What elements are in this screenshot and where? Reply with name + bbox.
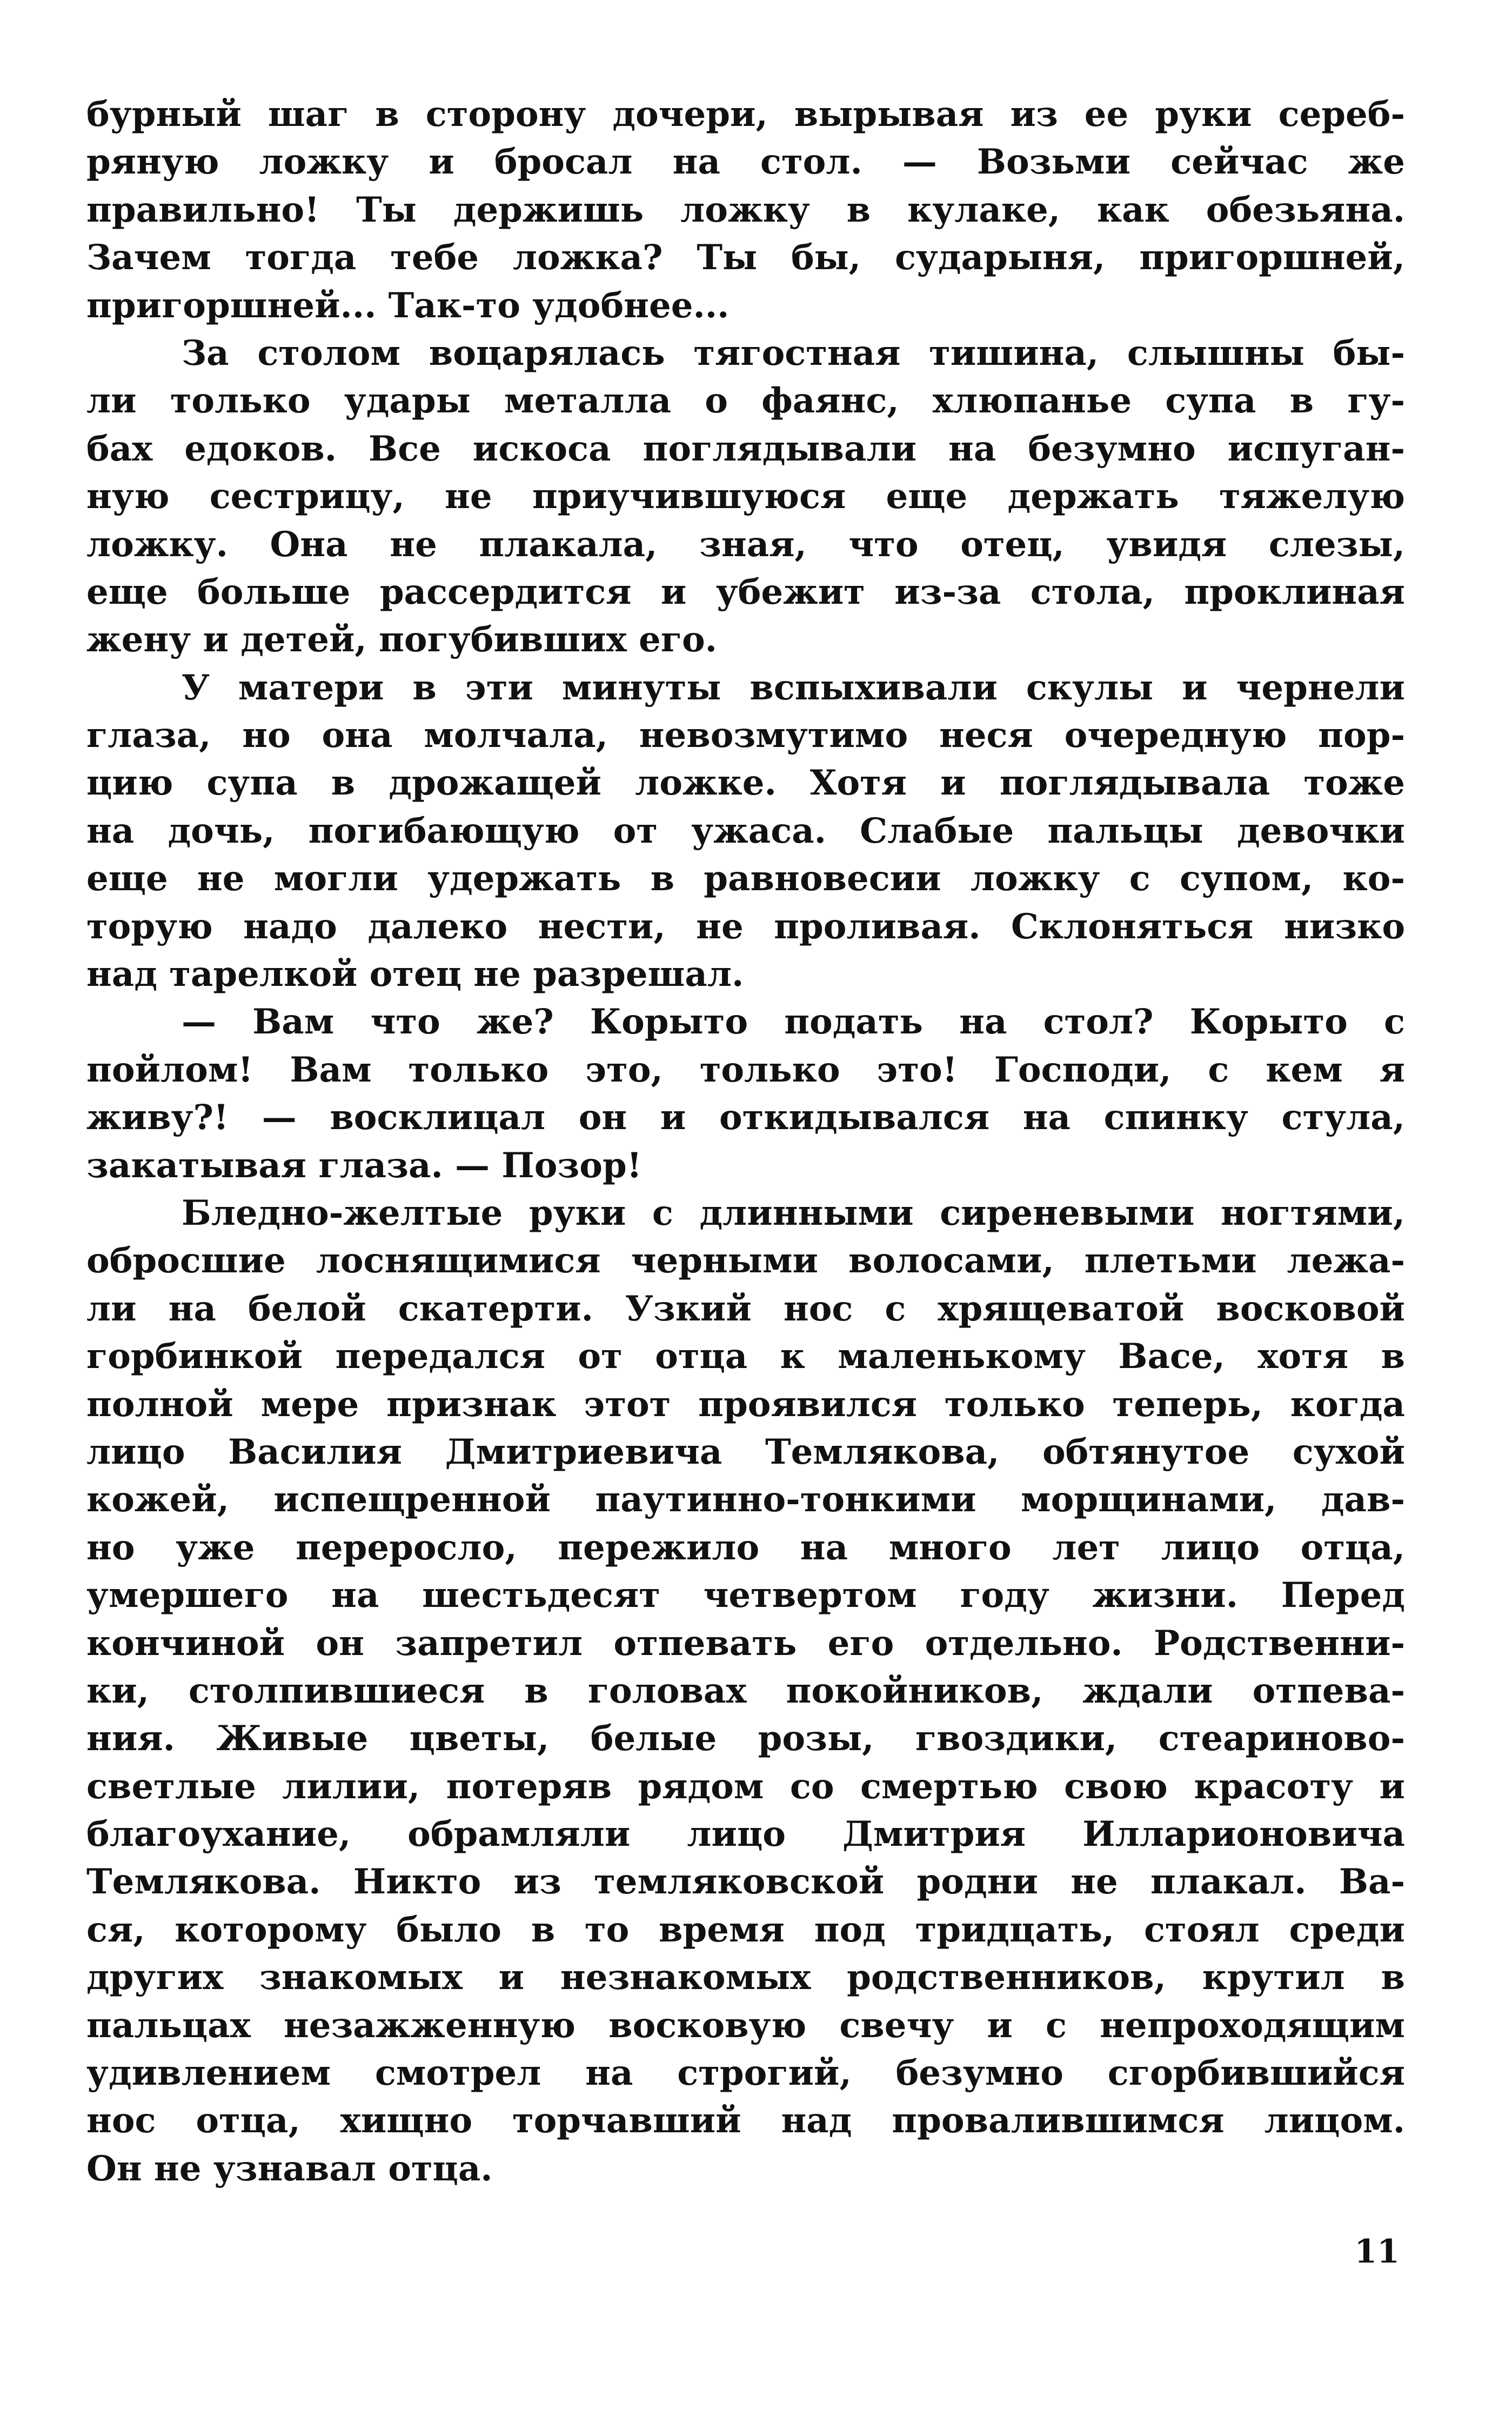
text-line: других знакомых и незнакомых родственников, крутил в (86, 1957, 1405, 1998)
text-line: пальцах незажженную восковую свечу и с непроходящим (86, 2005, 1405, 2046)
text-line: глаза, но она молчала, невозмутимо неся очередную пор- (86, 715, 1405, 756)
text-line: удивлением смотрел на строгий, безумно сгорбившийся (86, 2053, 1405, 2094)
text-line: над тарелкой отец не разрешал. (86, 954, 744, 995)
text-line: еще больше рассердится и убежит из-за стола, проклиная (86, 571, 1405, 612)
text-line: закатывая глаза. — Позор! (86, 1145, 642, 1186)
text-line: правильно! Ты держишь ложку в кулаке, как обезьяна. (86, 189, 1405, 230)
text-line: обросшие лоснящимися черными волосами, плетьми лежа- (86, 1240, 1405, 1282)
text-line: полной мере признак этот проявился только теперь, когда (86, 1384, 1405, 1425)
text-line: Темлякова. Никто из темляковской родни не плакал. Ва- (86, 1861, 1405, 1903)
text-line: пригоршней... Так-то удобнее... (86, 285, 730, 326)
text-line: еще не могли удержать в равновесии ложку с супом, ко- (86, 858, 1405, 899)
text-line: торую надо далеко нести, не проливая. Склоняться низко (86, 906, 1405, 947)
text-line: ную сестрицу, не приучившуюся еще держать тяжелую (86, 476, 1405, 517)
text-line: За столом воцарялась тягостная тишина, слышны бы- (182, 332, 1405, 373)
page-text (86, 91, 1405, 2193)
text-line: пойлом! Вам только это, только это! Господи, с кем я (86, 1049, 1405, 1090)
text-line: Бледно-желтые руки с длинными сиреневыми ногтями, (182, 1192, 1405, 1233)
text-line: ния. Живые цветы, белые розы, гвоздики, стеариново- (86, 1718, 1405, 1759)
text-line: но уже переросло, пережило на много лет лицо отца, (86, 1527, 1405, 1568)
text-line: ли на белой скатерти. Узкий нос с хрящеватой восковой (86, 1288, 1405, 1329)
text-line: Он не узнавал отца. (86, 2148, 493, 2189)
text-line: благоухание, обрамляли лицо Дмитрия Илларионовича (86, 1814, 1405, 1855)
text-line: У матери в эти минуты вспыхивали скулы и чернели (182, 667, 1405, 708)
text-line: ки, столпившиеся в головах покойников, ждали отпева- (86, 1670, 1405, 1711)
text-line: жену и детей, погубивших его. (86, 619, 717, 660)
text-line: живу?! — восклицал он и откидывался на спинку стула, (86, 1097, 1405, 1138)
text-line: ряную ложку и бросал на стол. — Возьми сейчас же (86, 142, 1405, 183)
text-line: — Вам что же? Корыто подать на стол? Корыто с (182, 1002, 1405, 1043)
text-line: на дочь, погибающую от ужаса. Слабые пальцы девочки (86, 810, 1405, 851)
text-line: бах едоков. Все искоса поглядывали на безумно испуган- (86, 428, 1405, 469)
text-line: светлые лилии, потеряв рядом со смертью свою красоту и (86, 1766, 1405, 1807)
text-line: умершего на шестьдесят четвертом году жизни. Перед (86, 1575, 1405, 1616)
text-line: кончиной он запретил отпевать его отдельно. Родственни- (86, 1623, 1405, 1664)
text-line: лицо Василия Дмитриевича Темлякова, обтянутое сухой (86, 1431, 1405, 1472)
text-line: ся, которому было в то время под тридцать, стоял среди (86, 1909, 1405, 1950)
text-line: ли только удары металла о фаянс, хлюпанье супа в гу- (86, 381, 1405, 422)
page-number: 11 (1354, 2233, 1400, 2271)
text-line: нос отца, хищно торчавший над провалившимся лицом. (86, 2100, 1405, 2141)
text-line: кожей, испещренной паутинно-тонкими морщинами, дав- (86, 1479, 1405, 1520)
text-line: Зачем тогда тебе ложка? Ты бы, сударыня, пригоршней, (86, 237, 1405, 278)
text-line: ложку. Она не плакала, зная, что отец, увидя слезы, (86, 524, 1405, 565)
text-line: горбинкой передался от отца к маленькому Васе, хотя в (86, 1336, 1405, 1377)
text-line: бурный шаг в сторону дочери, вырывая из ее руки сереб- (86, 94, 1405, 135)
text-line: цию супа в дрожащей ложке. Хотя и поглядывала тоже (86, 763, 1405, 804)
